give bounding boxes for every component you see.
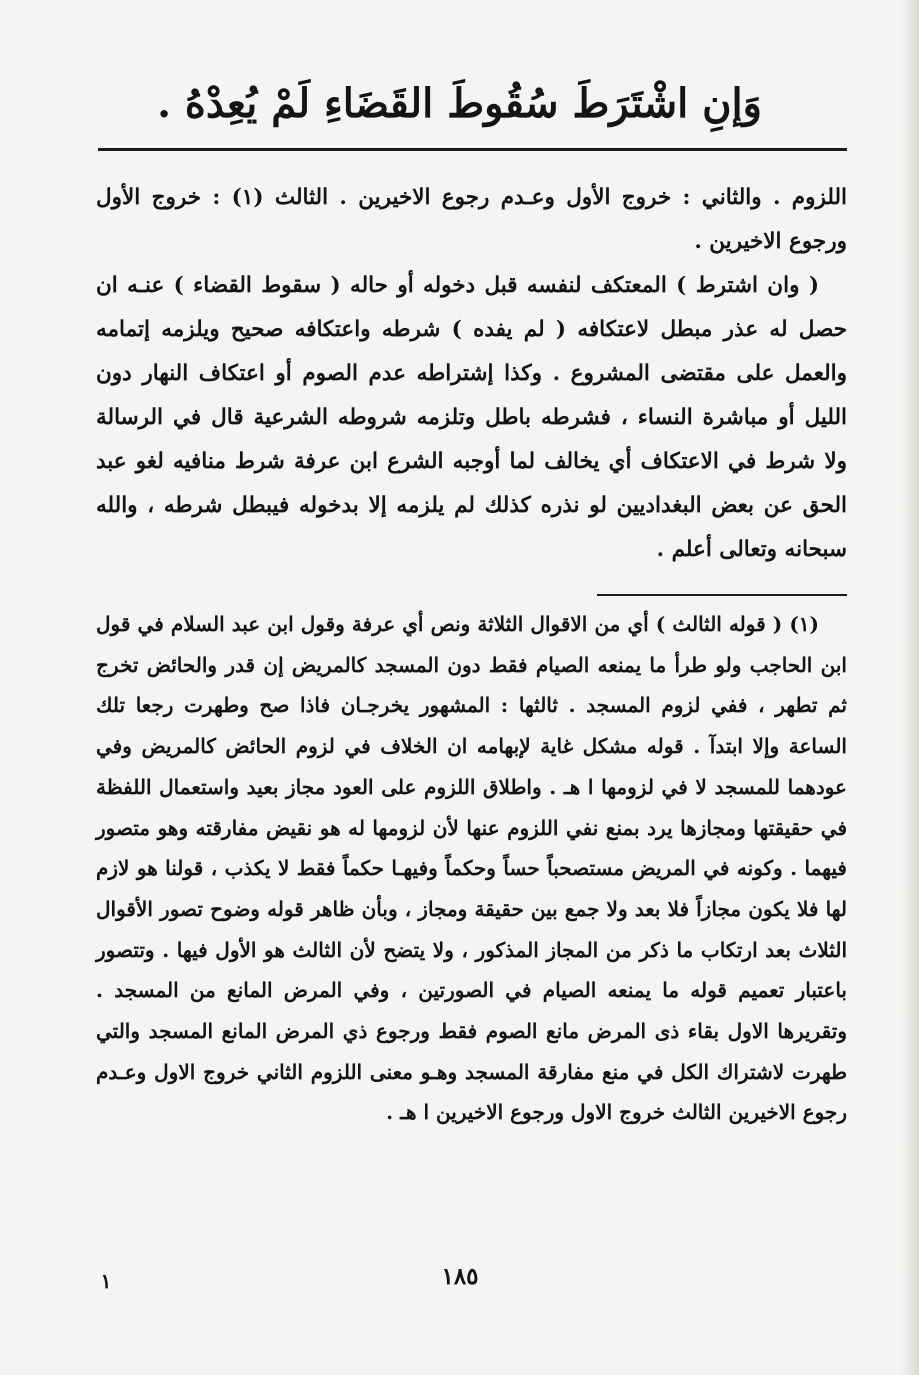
matn-line: وَإنِ اشْتَرَطَ سُقُوطَ القَضَاءِ لَمْ يُعِدْهُ . [157, 80, 762, 127]
footnote-separator [597, 594, 847, 596]
footnote-block [96, 604, 847, 1224]
commentary-paragraph-1: اللزوم . والثاني : خروج الأول وعـدم رجوع الاخيرين . الثالث (١) : خروج الأول ورجوع الاخيرين . [96, 185, 847, 254]
scan-edge-shadow [901, 0, 919, 1375]
footnote-text: (١) ( قوله الثالث ) أي من الاقوال الثلاثة ونص أي عرفة وقول ابن عبد السلام في قول ابن الحاجب ولو طرأ ما يمنعه الصيام فقط دون المسجد كالمريض إن قدر والحائض تخرج ثم تطهر ، ففي لزوم المسجد . ثالثها : المشهور يخرجـان فاذا صح وطهرت رجعا تلك الساعة وإلا ابتدآ . قوله مشكل غاية لإبهامه ان الخلاف في لزوم الحائض كالمريض وفي عودهما للمسجد لا في لزومها ا هـ . واطلاق اللزوم على العود مجاز بعيد واستعمال اللفظة في حقيقتها ومجازها يرد بمنع نفي اللزوم عنها لأن لزومها له هو نقيض مفارقته وهو متصور فيهما . وكونه في المريض مستصحباً حساً وحكماً وفيهـا حكماً فقط لا يكذب ، قولنا هو لازم لها فلا يكون مجازاً فلا بعد ولا جمع بين حقيقة ومجاز ، وبأن ظاهر قوله وضوح تصور الأقوال الثلاث بعد ارتكاب ما ذكر من المجاز المذكور ، ولا يتضح لأن الثالث هو الأول فيها . وتتصور باعتبار تعميم قوله ما يمنعه الصيام في الصورتين ، وفي المرض المانع من المسجد . وتقريرها الاول بقاء ذى المرض مانع الصوم فقط ورجوع ذي المرض المانع المسجد والتي طهرت لاشتراك الكل في منع مفارقة المسجد وهـو معنى اللزوم الثاني خروج الاول وعـدم رجوع الاخيرين الثالث خروج الاول ورجوع الاخيرين ا هـ . [96, 612, 847, 1125]
margin-mark: ١ [100, 1269, 112, 1293]
commentary-text [96, 176, 847, 586]
commentary-paragraph-2: ( وان اشترط ) المعتكف لنفسه قبل دخوله أو حاله ( سقوط القضاء ) عنـه ان حصل له عذر مبطل لاعتكافه ( لم يفده ) شرطه واعتكافه صحيح ويلزمه إتمامه والعمل على مقتضى المشروع . وكذا إشتراطه عدم الصوم أو اعتكاف النهار دون الليل أو مباشرة النساء ، فشرطه باطل وتلزمه شروطه الشرعية قال في الرسالة ولا شرط في الاعتكاف أي يخالف لما أوجبه الشرع ابن عرفة شرط منافيه لغو عبد الحق عن بعض البغداديين لو نذره كذلك لم يلزمه إلا بدخوله فيبطل شرطه ، والله سبحانه وتعالى أعلم . [96, 273, 847, 562]
page-number: ١٨٥ [441, 1263, 479, 1290]
header-rule [98, 148, 847, 151]
